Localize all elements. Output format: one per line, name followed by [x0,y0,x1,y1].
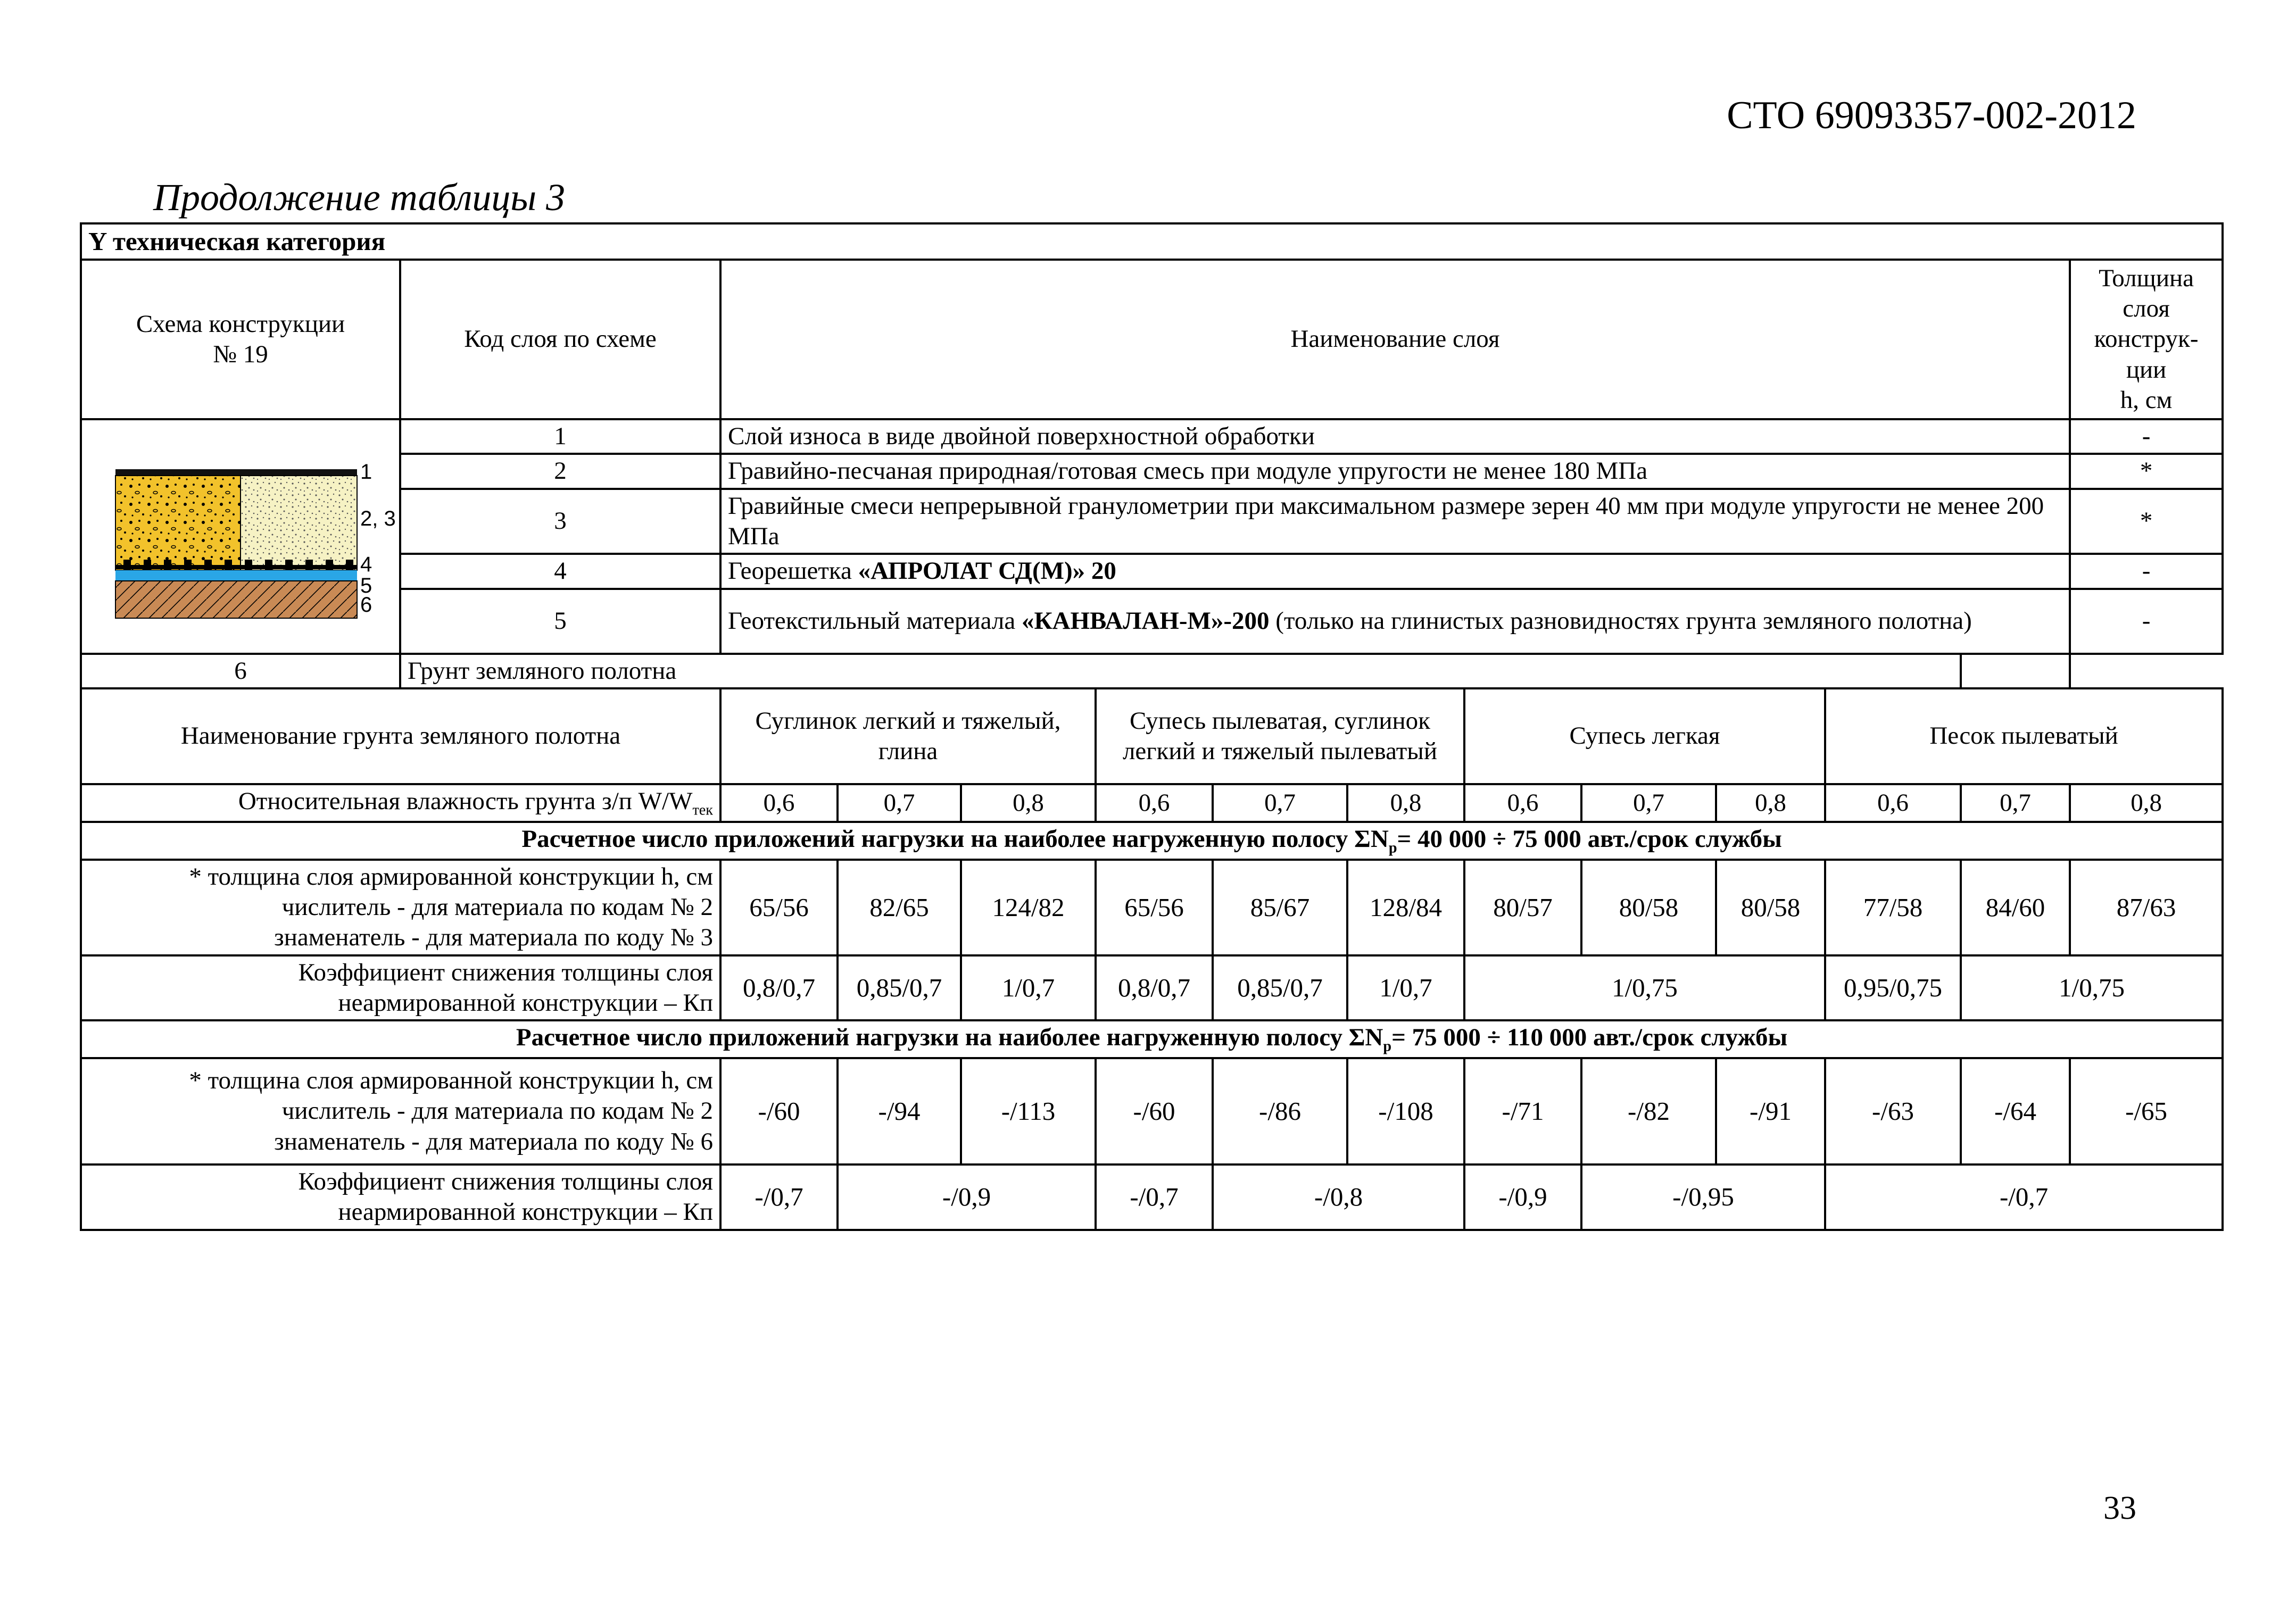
scheme-label-1: 1 [360,460,372,484]
layer-text: Слой износа в виде двойной поверхностной обработки [720,419,2070,454]
layer-row [81,489,2223,554]
thickness-value: 65/56 [720,860,838,955]
section-title-row [81,1020,2223,1058]
layer-code: 1 [400,419,720,454]
category-row [81,223,2223,260]
layer-thickness: - [2070,419,2223,454]
coefficient-row [81,1164,2223,1230]
coefficient-value: -/0,8 [1213,1164,1464,1230]
thickness-value: 65/56 [1096,860,1213,955]
thickness-value: -/63 [1825,1058,1961,1164]
layer-thickness [1961,654,2070,688]
thickness-value: 77/58 [1825,860,1961,955]
humidity-row [81,784,2223,822]
coefficient-value: 0,85/0,7 [838,955,961,1021]
humidity-value: 0,7 [1213,784,1347,822]
thickness-label: * толщина слоя армированной конструкции h, см числитель - для материала по кодам № 2 знаменатель - для материала по коду № 3 [81,860,720,955]
layer-row [81,454,2223,488]
humidity-value: 0,6 [720,784,838,822]
layer-code: 4 [400,554,720,588]
layer-row [81,554,2223,588]
thickness-value: -/94 [838,1058,961,1164]
thickness-value: -/60 [720,1058,838,1164]
thickness-row [81,1058,2223,1164]
humidity-value: 0,7 [838,784,961,822]
coefficient-value: 1/0,7 [961,955,1096,1021]
thickness-value: -/82 [1581,1058,1716,1164]
coefficient-value: -/0,95 [1581,1164,1825,1230]
thickness-row [81,860,2223,955]
thickness-value: 80/57 [1464,860,1581,955]
layer-row [81,654,2223,688]
humidity-value: 0,8 [1716,784,1825,822]
layer-header-row [81,260,2223,419]
header-code: Код слоя по схеме [400,260,720,419]
layer-text: Геотекстильный материала «КАНВАЛАН-М»-200 (только на глинистых разновидностях грунта земляного полотна) [720,589,2070,654]
humidity-value: 0,8 [961,784,1096,822]
gravel-layer [241,476,357,570]
coefficient-value: 1/0,7 [1347,955,1464,1021]
soil-type: Суглинок легкий и тяжелый, глина [720,688,1096,784]
thickness-value: -/86 [1213,1058,1347,1164]
humidity-value: 0,6 [1464,784,1581,822]
humidity-value: 0,8 [2070,784,2223,822]
layer-thickness: - [2070,554,2223,588]
thickness-value: 82/65 [838,860,961,955]
header-layer-name: Наименование слоя [720,260,2070,419]
layer-thickness: - [2070,589,2223,654]
data-table [80,222,2224,1231]
page-number: 33 [2103,1490,2136,1526]
layer-row [81,419,2223,454]
thickness-value: 80/58 [1716,860,1825,955]
thickness-value: -/108 [1347,1058,1464,1164]
sand-gravel-layer [115,476,241,570]
section-title-row [81,822,2223,860]
section-title: Расчетное число приложений нагрузки на наиболее нагруженную полосу $\Sigma N_р= 40$ 000 ÷ 75 000 авт./срок службы [81,822,2223,860]
thickness-label: * толщина слоя армированной конструкции h, см числитель - для материала по кодам № 2 знаменатель - для материала по коду № 6 [81,1058,720,1164]
scheme-label-5: 5 [360,574,372,598]
humidity-label: Относительная влажность грунта з/п $W/W_{тек}$ [81,784,720,822]
coefficient-value: 1/0,75 [1464,955,1825,1021]
humidity-value: 0,6 [1825,784,1961,822]
coefficient-row [81,955,2223,1021]
thickness-value: 124/82 [961,860,1096,955]
thickness-value: 128/84 [1347,860,1464,955]
continuation-title: Продолжение таблицы 3 [153,176,566,219]
humidity-value: 0,8 [1347,784,1464,822]
soil-header: Наименование грунта земляного полотна [81,688,720,784]
coefficient-value: -/0,9 [838,1164,1096,1230]
soil-type: Супесь легкая [1464,688,1825,784]
coefficient-value: 0,8/0,7 [1096,955,1213,1021]
geotextile-layer [115,570,357,581]
soil-type: Супесь пылеватая, суглинок легкий и тяжелый пылеватый [1096,688,1464,784]
coefficient-value: -/0,7 [720,1164,838,1230]
scheme-label-6: 6 [360,593,372,617]
coefficient-label: Коэффициент снижения толщины слоя неармированной конструкции – Кп [81,955,720,1021]
layer-code: 3 [400,489,720,554]
wearing-layer [115,469,357,476]
thickness-value: -/71 [1464,1058,1581,1164]
header-scheme: Схема конструкции № 19 [81,260,400,419]
layer-code: 6 [81,654,400,688]
coefficient-label: Коэффициент снижения толщины слоя неармированной конструкции – Кп [81,1164,720,1230]
coefficient-value: 0,8/0,7 [720,955,838,1021]
layer-thickness: * [2070,489,2223,554]
humidity-value: 0,7 [1581,784,1716,822]
thickness-value: 85/67 [1213,860,1347,955]
soil-type: Песок пылеватый [1825,688,2223,784]
thickness-value: 87/63 [2070,860,2223,955]
thickness-value: -/60 [1096,1058,1213,1164]
thickness-value: -/64 [1961,1058,2070,1164]
layer-thickness: * [2070,454,2223,488]
humidity-value: 0,7 [1961,784,2070,822]
thickness-value: -/91 [1716,1058,1825,1164]
humidity-value: 0,6 [1096,784,1213,822]
scheme-label-4: 4 [360,553,372,577]
layer-row [81,589,2223,654]
scheme-label-2-3: 2, 3 [360,507,396,531]
header-thickness: Толщина слоя конструк- ции h, см [2070,260,2223,419]
soil-type-row [81,688,2223,784]
layer-text: Грунт земляного полотна [400,654,1961,688]
document-code: СТО 69093357-002-2012 [1727,94,2136,137]
thickness-value: -/113 [961,1058,1096,1164]
layer-code: 5 [400,589,720,654]
thickness-value: 84/60 [1961,860,2070,955]
section-title: Расчетное число приложений нагрузки на наиболее нагруженную полосу $\Sigma N_р= 75$ 000 ÷ 110 000 авт./срок службы [81,1020,2223,1058]
coefficient-value: 0,95/0,75 [1825,955,1961,1021]
construction-diagram [92,446,396,627]
layer-text: Гравийные смеси непрерывной гранулометрии при максимальном размере зерен 40 мм при модуле упругости не менее 200 МПа [720,489,2070,554]
layer-text: Гравийно-песчаная природная/готовая смесь при модуле упругости не менее 180 МПа [720,454,2070,488]
construction-scheme [81,419,400,654]
thickness-value: 80/58 [1581,860,1716,955]
coefficient-value: -/0,7 [1096,1164,1213,1230]
coefficient-value: -/0,9 [1464,1164,1581,1230]
coefficient-value: 1/0,75 [1961,955,2223,1021]
subgrade-layer [115,581,357,618]
thickness-value: -/65 [2070,1058,2223,1164]
coefficient-value: -/0,7 [1825,1164,2223,1230]
coefficient-value: 0,85/0,7 [1213,955,1347,1021]
layer-text: Георешетка «АПРОЛАТ СД(М)» 20 [720,554,2070,588]
category-title: Y техническая категория [81,223,2223,260]
layer-code: 2 [400,454,720,488]
